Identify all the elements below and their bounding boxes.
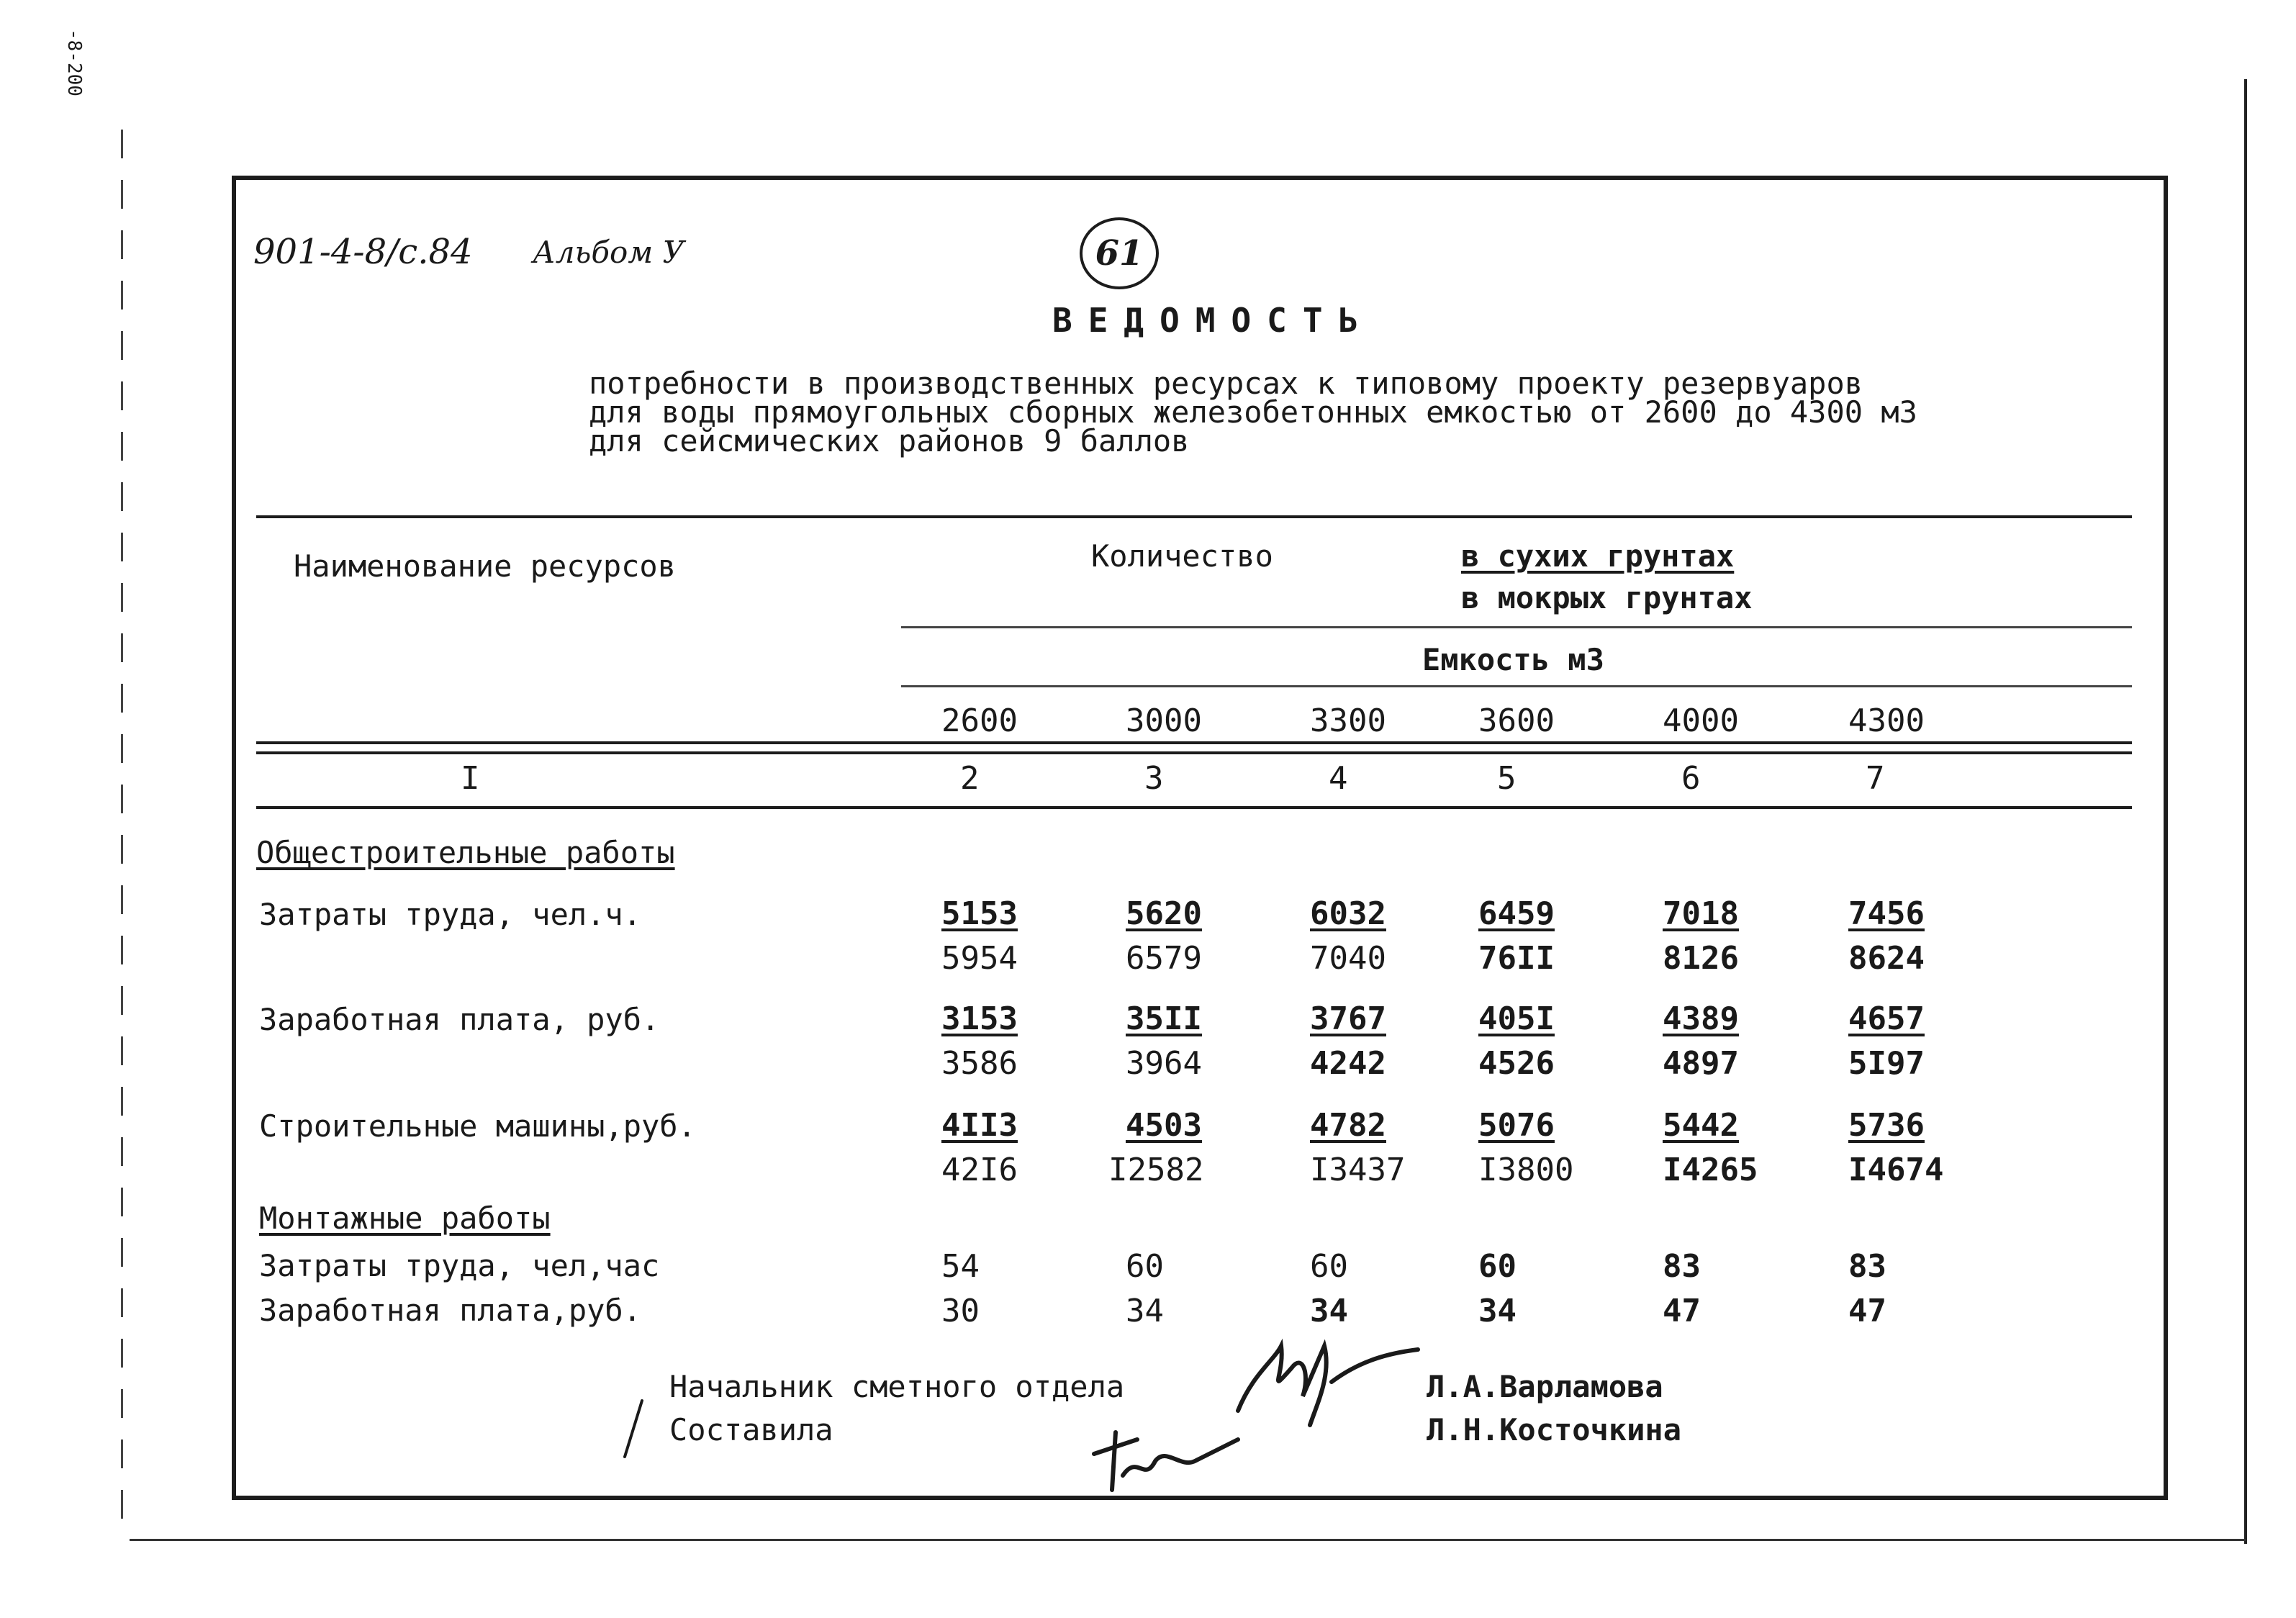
column-numbers-bottom-rule bbox=[256, 806, 2132, 809]
column-numbers-top-rule bbox=[256, 751, 2132, 754]
table-top-rule bbox=[256, 515, 2132, 518]
wet-value: 6579 bbox=[1126, 940, 1202, 977]
header-bottom-rule bbox=[256, 741, 2132, 744]
legend-dry-soil: в сухих грунтах bbox=[1461, 538, 1735, 574]
sheet-right-edge bbox=[2244, 79, 2247, 1544]
sheet-left-edge bbox=[121, 130, 123, 1540]
capacity-header: Емкость м3 bbox=[1422, 642, 1604, 677]
wet-value: 5954 bbox=[941, 940, 1018, 977]
page-number-circle bbox=[1080, 217, 1159, 289]
column-number: 4 bbox=[1329, 760, 1348, 797]
wet-value: 42I6 bbox=[941, 1152, 1018, 1188]
dry-value: 4II3 bbox=[941, 1107, 1018, 1144]
dry-value: 6459 bbox=[1478, 895, 1555, 932]
value: 83 bbox=[1663, 1248, 1701, 1285]
compiler-name: Л.Н.Косточкина bbox=[1427, 1412, 1682, 1447]
wet-value: 8624 bbox=[1848, 940, 1925, 977]
column-number: 7 bbox=[1866, 760, 1885, 797]
subtitle-line-2: для воды прямоугольных сборных железобетонных емкостью от 2600 до 4300 м3 bbox=[589, 394, 1917, 430]
compiler-title: Составила bbox=[669, 1412, 833, 1447]
dry-value: 7018 bbox=[1663, 895, 1739, 932]
margin-code: -8-200 bbox=[63, 29, 85, 96]
row-label: Строительные машины,руб. bbox=[259, 1108, 696, 1144]
value: 34 bbox=[1126, 1293, 1164, 1329]
row-label: Затраты труда, чел.ч. bbox=[259, 897, 642, 932]
row-label: Затраты труда, чел,час bbox=[259, 1248, 660, 1283]
column-number: 2 bbox=[960, 760, 980, 797]
wet-value: I4674 bbox=[1848, 1152, 1944, 1188]
capacity-3600: 3600 bbox=[1478, 702, 1555, 739]
wet-value: 4242 bbox=[1310, 1045, 1386, 1082]
capacity-3300: 3300 bbox=[1310, 702, 1386, 739]
wet-value: 8126 bbox=[1663, 940, 1739, 977]
value: 60 bbox=[1478, 1248, 1517, 1285]
capacity-4300: 4300 bbox=[1848, 702, 1925, 739]
dry-value: 3767 bbox=[1310, 1000, 1386, 1037]
value: 47 bbox=[1848, 1293, 1886, 1329]
handwritten-signature-head bbox=[1224, 1332, 1425, 1432]
wet-value: 5I97 bbox=[1848, 1045, 1925, 1082]
capacity-2600: 2600 bbox=[941, 702, 1018, 739]
value: 60 bbox=[1126, 1248, 1164, 1285]
capacity-3000: 3000 bbox=[1126, 702, 1202, 739]
dry-value: 405I bbox=[1478, 1000, 1555, 1037]
section-title-assembly: Монтажные работы bbox=[259, 1201, 551, 1236]
wet-value: 3964 bbox=[1126, 1045, 1202, 1082]
value: 30 bbox=[941, 1293, 980, 1329]
wet-value: 7040 bbox=[1310, 940, 1386, 977]
handwritten-signature-compiler bbox=[1087, 1411, 1245, 1497]
value: 54 bbox=[941, 1248, 980, 1285]
column-number: 3 bbox=[1144, 760, 1164, 797]
wet-value: I2582 bbox=[1108, 1152, 1204, 1188]
wet-value: 3586 bbox=[941, 1045, 1018, 1082]
wet-value: 76II bbox=[1478, 940, 1555, 977]
dry-value: 5076 bbox=[1478, 1107, 1555, 1144]
head-title: Начальник сметного отдела bbox=[669, 1369, 1125, 1404]
dry-value: 5736 bbox=[1848, 1107, 1925, 1144]
wet-value: I3437 bbox=[1310, 1152, 1406, 1188]
wet-value: 4526 bbox=[1478, 1045, 1555, 1082]
subtitle-line-3: для сейсмических районов 9 баллов bbox=[589, 423, 1190, 458]
head-name: Л.А.Варламова bbox=[1427, 1369, 1663, 1404]
album-label: Альбом У bbox=[533, 235, 684, 270]
value: 34 bbox=[1310, 1293, 1348, 1329]
quantity-header: Количество bbox=[1091, 538, 1273, 574]
wet-value: I4265 bbox=[1663, 1152, 1758, 1188]
dry-value: 6032 bbox=[1310, 895, 1386, 932]
row-label: Заработная плата, руб. bbox=[259, 1002, 660, 1037]
subtitle-line-1: потребности в производственных ресурсах к типовому проекту резервуаров bbox=[589, 366, 1863, 401]
dry-value: 4503 bbox=[1126, 1107, 1202, 1144]
dry-value: 35II bbox=[1126, 1000, 1202, 1037]
wet-value: I3800 bbox=[1478, 1152, 1574, 1188]
section-title-general-construction: Общестроительные работы bbox=[256, 835, 675, 870]
column-number: I bbox=[461, 760, 480, 797]
page-number: 61 bbox=[1095, 233, 1144, 274]
sheet-bottom-edge bbox=[130, 1539, 2246, 1541]
value: 34 bbox=[1478, 1293, 1517, 1329]
wet-value: 4897 bbox=[1663, 1045, 1739, 1082]
quantity-rule bbox=[901, 626, 2132, 628]
capacity-rule bbox=[901, 685, 2132, 687]
series-number: 901-4-8/c.84 bbox=[253, 232, 473, 272]
dry-value: 3153 bbox=[941, 1000, 1018, 1037]
column-number: 6 bbox=[1681, 760, 1701, 797]
dry-value: 4782 bbox=[1310, 1107, 1386, 1144]
value: 60 bbox=[1310, 1248, 1348, 1285]
resource-name-header: Наименование ресурсов bbox=[294, 548, 677, 584]
document-title: ВЕДОМОСТЬ bbox=[1052, 301, 1375, 340]
dry-value: 5442 bbox=[1663, 1107, 1739, 1144]
pen-stroke-mark bbox=[619, 1396, 648, 1461]
value: 83 bbox=[1848, 1248, 1886, 1285]
value: 47 bbox=[1663, 1293, 1701, 1329]
legend-wet-soil: в мокрых грунтах bbox=[1461, 580, 1753, 615]
dry-value: 4657 bbox=[1848, 1000, 1925, 1037]
dry-value: 4389 bbox=[1663, 1000, 1739, 1037]
row-label: Заработная плата,руб. bbox=[259, 1293, 642, 1328]
dry-value: 7456 bbox=[1848, 895, 1925, 932]
capacity-4000: 4000 bbox=[1663, 702, 1739, 739]
dry-value: 5153 bbox=[941, 895, 1018, 932]
column-number: 5 bbox=[1497, 760, 1517, 797]
dry-value: 5620 bbox=[1126, 895, 1202, 932]
